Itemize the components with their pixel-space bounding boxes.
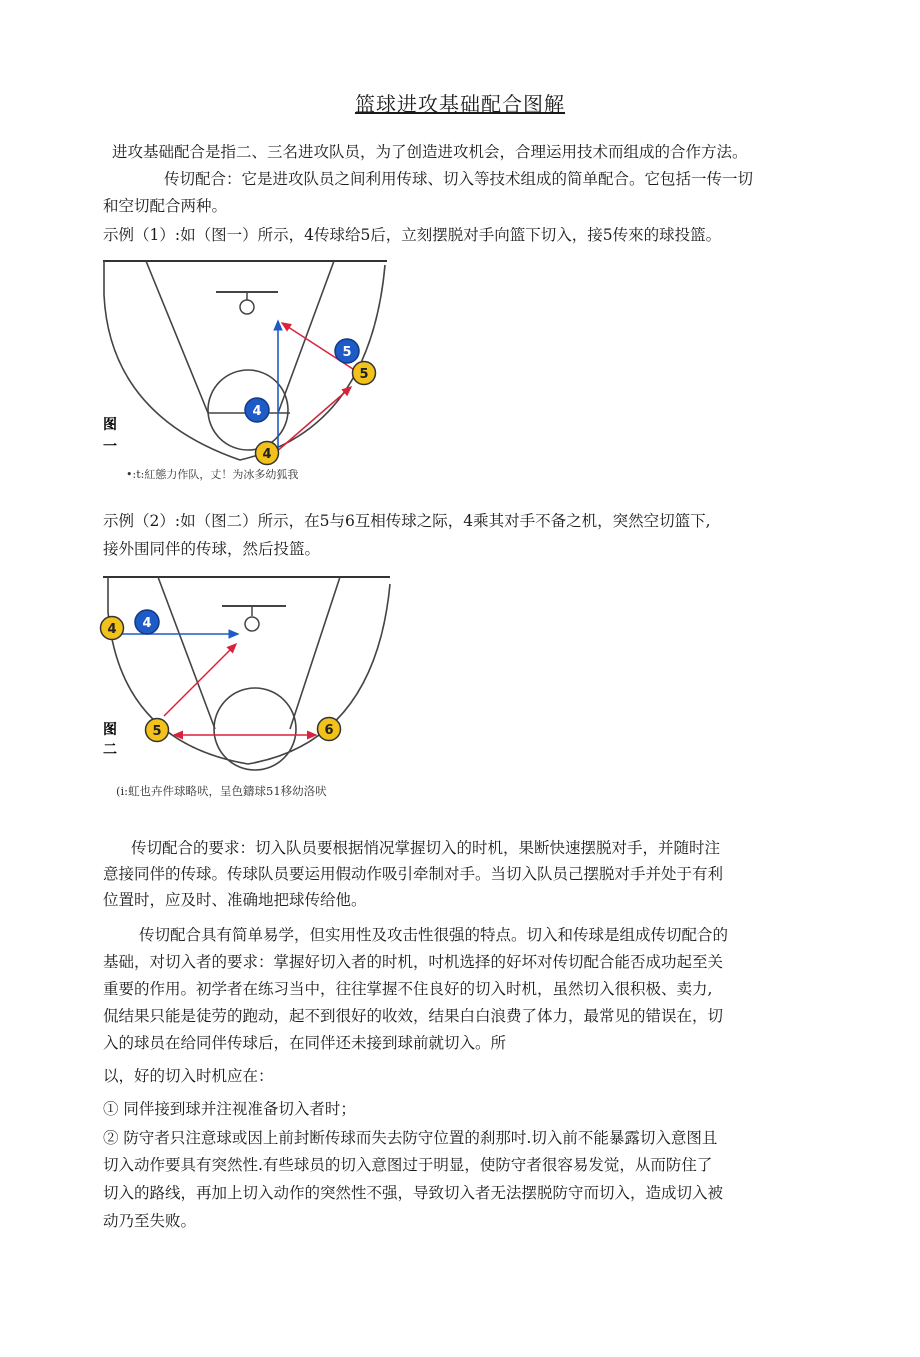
page-title: 篮球进攻基础配合图解 bbox=[355, 92, 565, 116]
figure-2-court-diagram bbox=[100, 572, 400, 772]
feature-line-4: 侃结果只能是徒劳的跑动，起不到很好的收效，结果白白浪费了体力，最常见的错误在，切 bbox=[103, 1007, 724, 1025]
requirement-line-3: 位置时，应及时、准确地把球传给他。 bbox=[103, 891, 367, 909]
key-lane bbox=[158, 577, 340, 729]
player-offense-5 bbox=[146, 719, 169, 742]
feature-line-5: 入的球员在给同伴传球后，在同伴还未接到球前就切入。所 bbox=[103, 1034, 507, 1052]
svg-text:4: 4 bbox=[252, 404, 262, 419]
list-item-2-line-2: 切入动作要具有突然性.有些球员的切入意图过于明显，使防守者很容易发觉，从而防住了 bbox=[103, 1156, 713, 1174]
feature-line-2: 基础，对切入者的要求：掌握好切入者的时机，吋机选择的好坏对传切配合能否成功起至关 bbox=[103, 953, 724, 971]
svg-text:4: 4 bbox=[142, 616, 152, 631]
definition-line-1: 传切配合：它是进攻队员之间利用传球、切入等技术组成的简单配合。它包括一传一切 bbox=[164, 170, 754, 188]
list-item-2-line-4: 动乃至失败。 bbox=[103, 1212, 197, 1230]
svg-text:5: 5 bbox=[342, 345, 352, 360]
so-line: 以，好的切入时机应在： bbox=[103, 1067, 274, 1085]
figure-2-label-top: 图 bbox=[103, 722, 117, 738]
player-offense-5 bbox=[353, 362, 376, 385]
figure-1-label-top: 图 bbox=[103, 417, 117, 433]
feature-line-3: 重要的作用。初学者在练习当中，往往掌握不住良好的切入时机，虽然切入很积极、卖力, bbox=[103, 980, 713, 998]
svg-text:4: 4 bbox=[262, 447, 272, 462]
player-offense-6 bbox=[318, 718, 341, 741]
figure-1-label-bottom: 一 bbox=[103, 439, 117, 455]
example-1-text: 示例（1）:如（图一）所示，4传球给5后，立刻摆脱对手向篮下切入，接5传來的球投篮。 bbox=[103, 226, 722, 244]
svg-text:5: 5 bbox=[359, 367, 369, 382]
free-throw-circle bbox=[214, 688, 296, 770]
key-lane bbox=[146, 261, 334, 413]
player-offense-4 bbox=[101, 617, 124, 640]
example-2-line-1: 示例（2）:如（图二）所示，在5与6互相传球之际，4乘其对手不备之机，突然空切篮下, bbox=[103, 512, 711, 530]
pass-arrow-5-to-basket bbox=[164, 644, 236, 716]
hoop bbox=[245, 617, 259, 631]
figure-1-court-diagram bbox=[100, 255, 400, 470]
requirement-line-2: 意接同伴的传球。传球队员要运用假动作吸引牵制对手。当切入队员己摆脱对手并处于有利 bbox=[103, 865, 724, 883]
requirement-line-1: 传切配合的要求：切入队员要根据悄况掌握切入的时机，果断快速摆脱对手，并随时注 bbox=[131, 839, 721, 857]
figure-2-caption: (i:虹也卉件球略吠，呈色鑄球51移幼洛吠 bbox=[116, 784, 327, 798]
figure-1-caption: •:t:紅態力作队，丈！为冰多幼狐我 bbox=[126, 468, 299, 481]
figure-2-label-bottom: 二 bbox=[103, 742, 117, 758]
example-2-line-2: 接外围同伴的传球，然后投篮。 bbox=[103, 540, 321, 558]
player-defense-4 bbox=[135, 610, 159, 634]
svg-text:6: 6 bbox=[324, 723, 334, 738]
list-item-1: ① 同伴接到球并注视准备切入者时； bbox=[103, 1100, 356, 1118]
player-offense-4 bbox=[256, 442, 279, 465]
player-defense-5 bbox=[335, 339, 359, 363]
list-item-2-line-1: ② 防守者只注意球或因上前封断传球而失去防守位置的刹那吋.切入前不能暴露切入意图且 bbox=[103, 1129, 718, 1147]
intro-paragraph: 进攻基础配合是指二、三名进攻队员，为了创造进攻机会，合理运用技术而组成的合作方法。 bbox=[112, 143, 748, 161]
feature-line-1: 传切配合具有简单易学，但实用性及攻击性很强的特点。切入和传球是组成传切配合的 bbox=[139, 926, 729, 944]
svg-text:4: 4 bbox=[107, 622, 117, 637]
svg-text:5: 5 bbox=[152, 724, 162, 739]
list-item-2-line-3: 切入的路线，再加上切入动作的突然性不强，导致切入者无法摆脱防守而切入，造成切入被 bbox=[103, 1184, 724, 1202]
hoop bbox=[240, 300, 254, 314]
player-defense-4 bbox=[245, 398, 269, 422]
definition-line-2: 和空切配合两种。 bbox=[103, 197, 228, 215]
